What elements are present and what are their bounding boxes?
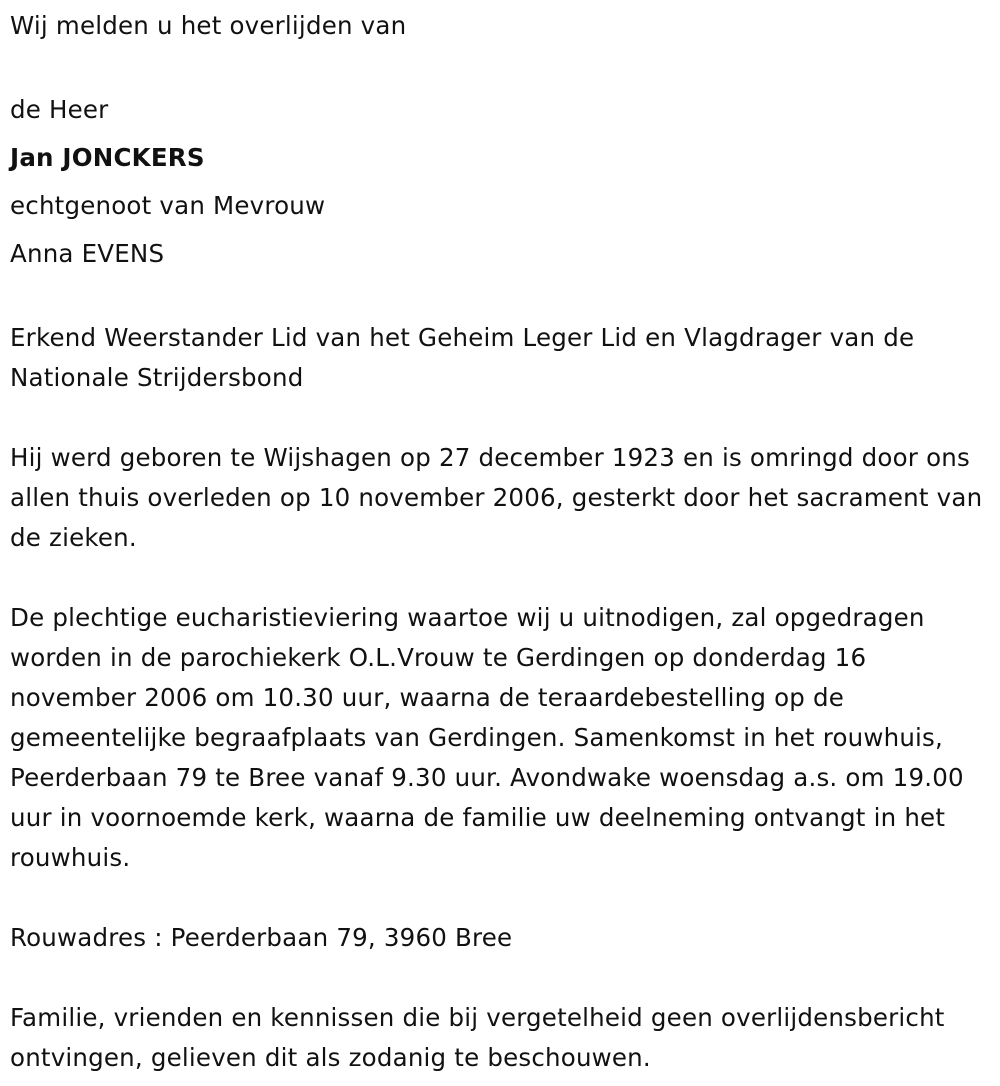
spouse-line: echtgenoot van Mevrouw <box>10 191 326 220</box>
intro-text: Wij melden u het overlijden van <box>10 11 407 40</box>
birth-death-text: Hij werd geboren te Wijshagen op 27 december 1923 en is omringd door ons allen thuis overleden op 10 november 2006, gesterkt door het sacrament van de zieken. <box>10 443 983 552</box>
death-notice <box>10 6 995 1078</box>
spouse-name: Anna EVENS <box>10 239 165 268</box>
spacer <box>10 558 995 598</box>
closing-text: Familie, vrienden en kennissen die bij vergetelheid geen overlijdensbericht ontvingen, gelieven dit als zodanig te beschouwen. <box>10 1003 945 1072</box>
spacer <box>10 46 995 86</box>
spacer <box>10 278 995 318</box>
spacer <box>10 958 995 998</box>
address-text: Rouwadres : Peerderbaan 79, 3960 Bree <box>10 923 513 952</box>
deceased-name: Jan JONCKERS <box>10 143 205 172</box>
spacer <box>10 878 995 918</box>
spacer <box>10 398 995 438</box>
title-text: de Heer <box>10 95 109 124</box>
ceremony-text: De plechtige eucharistieviering waartoe wij u uitnodigen, zal opgedragen worden in de parochiekerk O.L.Vrouw te Gerdingen op donderdag 16 november 2006 om 10.30 uur, waarna de teraardebestelling op de gemeentelijke begraafplaats van Gerdingen. Samenkomst in het rouwhuis, Peerderbaan 79 te Bree vanaf 9.30 uur. Avondwake woensdag a.s. om 19.00 uur in voornoemde kerk, waarna de familie uw deelneming ontvangt in het rouwhuis. <box>10 603 964 872</box>
distinctions-text: Erkend Weerstander Lid van het Geheim Leger Lid en Vlagdrager van de Nationale Strijdersbond <box>10 323 915 392</box>
